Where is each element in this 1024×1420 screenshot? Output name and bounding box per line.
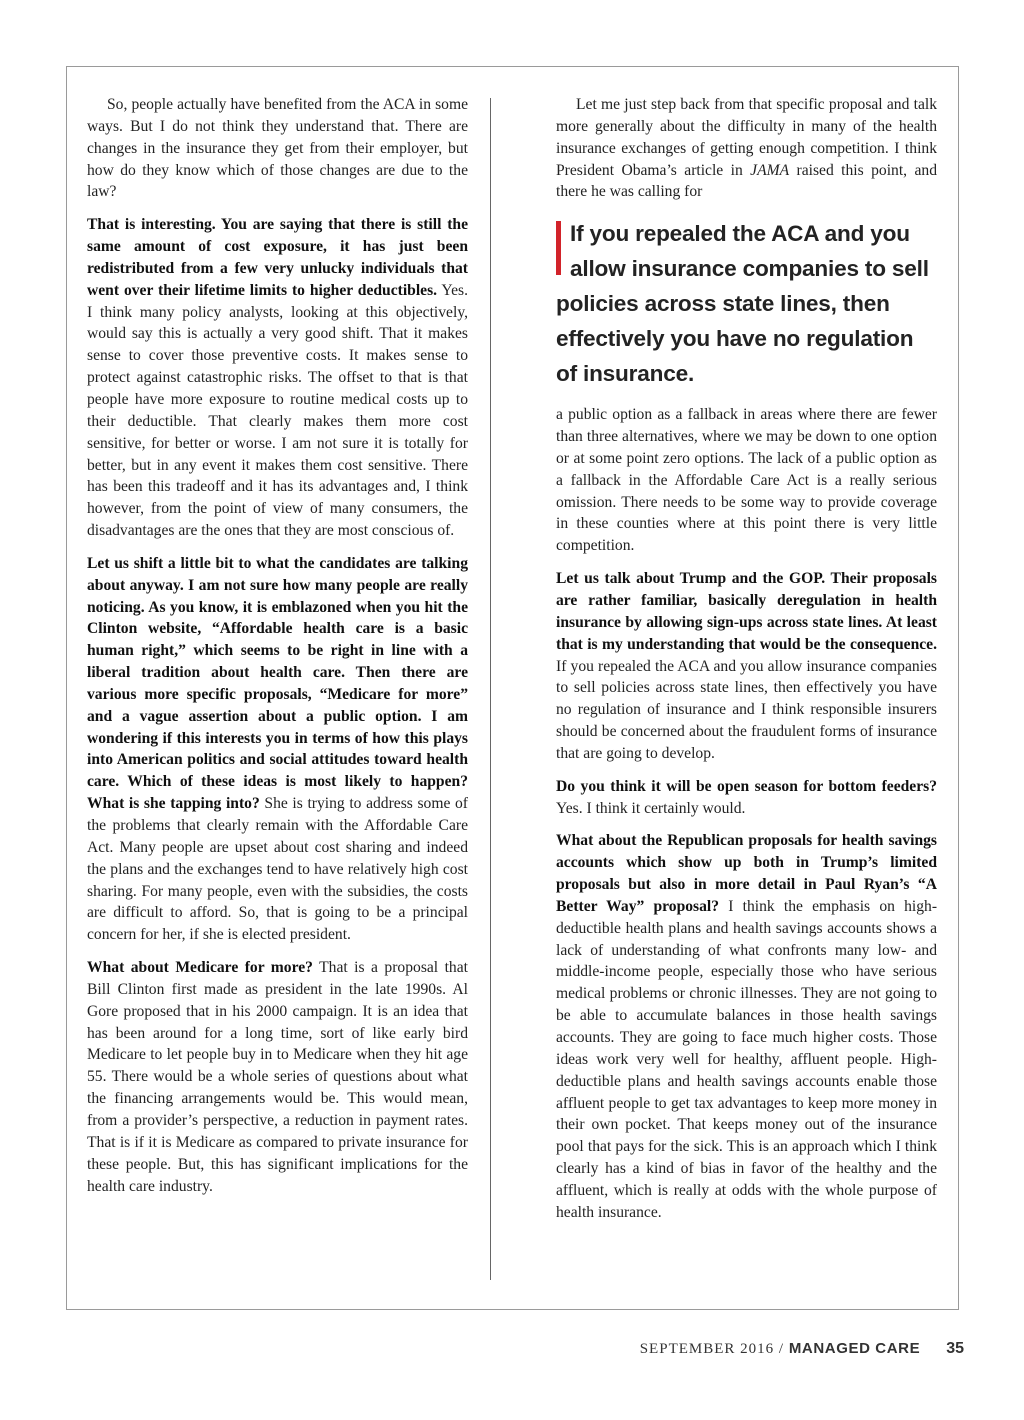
paragraph — [556, 94, 937, 203]
question-text: Do you think it will be open season for bottom feeders? — [556, 777, 937, 795]
qa-paragraph — [556, 776, 937, 820]
answer-text: That is a proposal that Bill Clinton first made as president in the late 1990s. Al Gore proposed that in his 2000 campaign. It is an idea that has been around for a long time, sort of like early bird Medicare to let people buy in to Medicare when they hit age 55. There would be a whole series of questions about what the financing arrangements would be. This would mean, from a provider’s perspective, a reduction in payment rates. That is if it is Medicare as compared to private insurance for these people. But, this has significant implications for the health care industry. — [87, 959, 468, 1195]
paragraph-text: raised this point, and there he was calling for — [556, 161, 937, 201]
page-footer — [640, 1340, 964, 1358]
answer-text: She is trying to address some of the problems that clearly remain with the Affordable Care Act. Many people are upset about cost sharing and indeed the plans and the exchanges tend to have relatively high cost sharing. For many people, even with the subsidies, the costs are difficult to afford. So, that is going to be a principal concern for her, if she is elected president. — [87, 795, 468, 944]
question-text: What about the Republican proposals for health savings accounts which show up both in Trump’s limited proposals but also in more detail in Paul Ryan’s “A Better Way” proposal? — [556, 832, 937, 915]
paragraph — [87, 94, 468, 203]
qa-paragraph — [556, 568, 937, 765]
answer-text: Yes. I think many policy analysts, looking at this objectively, would say this is actually a very good shift. That it makes sense to cover those preventive costs. It makes sense to protect against catastrophic risks. The offset to that is that people have more exposure to routine medical costs up to their deductible. That clearly makes them more cost sensitive, for better or worse. I am not sure it is totally for better, but in any event it makes them cost sensitive. There has been this tradeoff and it has its advantages and, I think however, from the point of view of many consumers, the disadvantages are the ones that they are most conscious of. — [87, 281, 468, 540]
paragraph — [556, 404, 937, 557]
page-number: 35 — [946, 1340, 964, 1357]
question-text: What about Medicare for more? — [87, 959, 313, 977]
qa-paragraph — [87, 553, 468, 946]
answer-text: If you repealed the ACA and you allow insurance companies to sell policies across state lines, then effectively you have no regulation of insurance and I think responsible insurers should be concerned about the fraudulent forms of insurance that are going to develop. — [556, 657, 937, 762]
pull-quote-text: If you repealed the ACA and you allow insurance companies to sell policies across state lines, then effectively you have no regulation of insurance. — [556, 221, 929, 387]
question-text: That is interesting. You are saying that there is still the same amount of cost exposure, it has just been redistributed from a few very unlucky individuals that went over their lifetime limits to higher deductibles. — [87, 216, 468, 299]
qa-paragraph — [87, 957, 468, 1197]
question-text: Let us talk about Trump and the GOP. Their proposals are rather familiar, basically deregulation in health insurance by allowing sign-ups across state lines. At least that is my understanding that would be the consequence. — [556, 570, 937, 653]
footer-date: SEPTEMBER 2016 / — [639, 1341, 789, 1357]
paragraph-text: Let me just step back from that specific proposal and talk more generally about the difficulty in many of the health insurance exchanges of getting enough competition. I think President Obama’s article in — [556, 96, 937, 179]
paragraph-text: a public option as a fallback in areas where there are fewer than three alternatives, where we may be down to one option or at some point zero options. The lack of a public option as a fallback in the Affordable Care Act is a really serious omission. There needs to be some way to provide coverage in these counties where at this point there is very little competition. — [556, 406, 937, 555]
answer-text: Yes. I think it certainly would. — [556, 799, 746, 817]
qa-paragraph — [87, 214, 468, 542]
column-divider — [490, 98, 491, 1280]
pull-quote — [556, 216, 937, 391]
journal-name: JAMA — [750, 161, 790, 179]
qa-paragraph — [556, 830, 937, 1223]
answer-text: I think the emphasis on high-deductible health plans and health savings accounts shows a lack of understanding of what confronts many low- and middle-income people, especially those who have serious medical problems or chronic illnesses. They are not going to be able to accumulate balances in those health savings accounts. They are going to face much higher costs. Those ideas work very well for healthy, affluent people. High-deductible plans and health savings accounts enable those affluent people to get tax advantages to keep more money in their own pocket. That keeps money out of the insurance pool that pays for the sick. This is an approach which I think clearly has a kind of bias in favor of the healthy and the affluent, which is really at odds with the whole purpose of health insurance. — [556, 897, 938, 1221]
red-accent-bar — [556, 221, 561, 275]
publication-name: MANAGED CARE — [788, 1340, 921, 1357]
paragraph-text: So, people actually have benefited from the ACA in some ways. But I do not think they understand that. There are changes in the insurance they get from their employer, but how do they know which of those changes are due to the law? — [87, 96, 468, 201]
question-text: Let us shift a little bit to what the candidates are talking about anyway. I am not sure how many people are really noticing. As you know, it is emblazoned when you hit the Clinton website, “Affordable health care is a basic human right,” which seems to be right in line with a liberal tradition about health care. Then there are various more specific proposals, “Medicare for more” and a vague assertion about a public option. I am wondering if this interests you in terms of how this plays into American politics and social attitudes toward health care. Which of these ideas is most likely to happen? What is she tapping into? — [87, 554, 468, 813]
right-column — [556, 94, 937, 1235]
left-column — [87, 94, 468, 1208]
